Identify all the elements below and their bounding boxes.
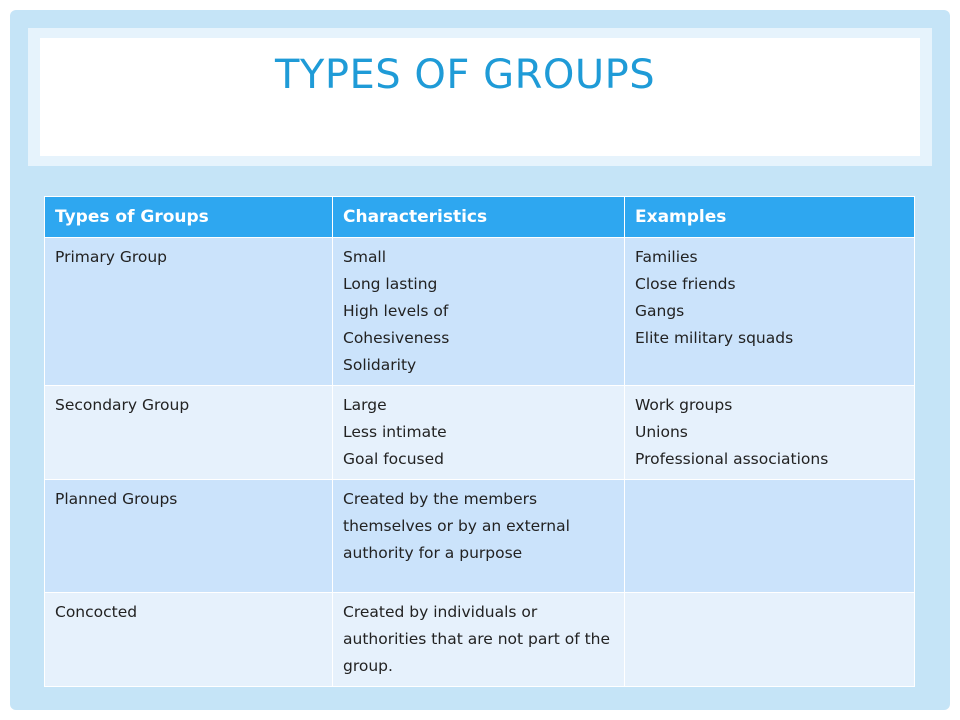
characteristic-item: Large [343,396,387,414]
cell-type: Concocted [45,593,333,687]
table-row [45,238,915,386]
table-header-row [45,197,915,238]
characteristic-item: High levels of [343,302,449,320]
example-item: Professional associations [635,450,829,468]
cell-characteristics [333,386,625,480]
example-item: Families [635,248,698,266]
characteristic-item: Goal focused [343,450,444,468]
table-row [45,593,915,687]
example-item: Work groups [635,396,733,414]
example-item: Close friends [635,275,736,293]
cell-type: Secondary Group [45,386,333,480]
table-row [45,386,915,480]
slide-title: TYPES OF GROUPS [275,52,656,98]
example-item: Gangs [635,302,685,320]
example-item: Elite military squads [635,329,794,347]
groups-table [44,196,915,687]
characteristic-item: Long lasting [343,275,438,293]
cell-examples [625,238,915,386]
header-types-of-groups: Types of Groups [45,197,333,238]
cell-characteristics [333,480,625,593]
cell-examples-empty [625,593,915,687]
cell-examples [625,386,915,480]
characteristic-item: Less intimate [343,423,447,441]
characteristic-item: Cohesiveness [343,329,450,347]
cell-characteristics [333,593,625,687]
characteristic-item: Solidarity [343,356,417,374]
table-row [45,480,915,593]
characteristic-item: Created by individuals or authorities that are not part of the group. [343,603,611,675]
header-examples: Examples [625,197,915,238]
characteristic-item: Created by the members themselves or by an external authority for a purpose [343,490,570,562]
cell-characteristics [333,238,625,386]
example-item: Unions [635,423,688,441]
characteristic-item: Small [343,248,387,266]
header-characteristics: Characteristics [333,197,625,238]
cell-type: Planned Groups [45,480,333,593]
cell-examples-empty [625,480,915,593]
cell-type: Primary Group [45,238,333,386]
